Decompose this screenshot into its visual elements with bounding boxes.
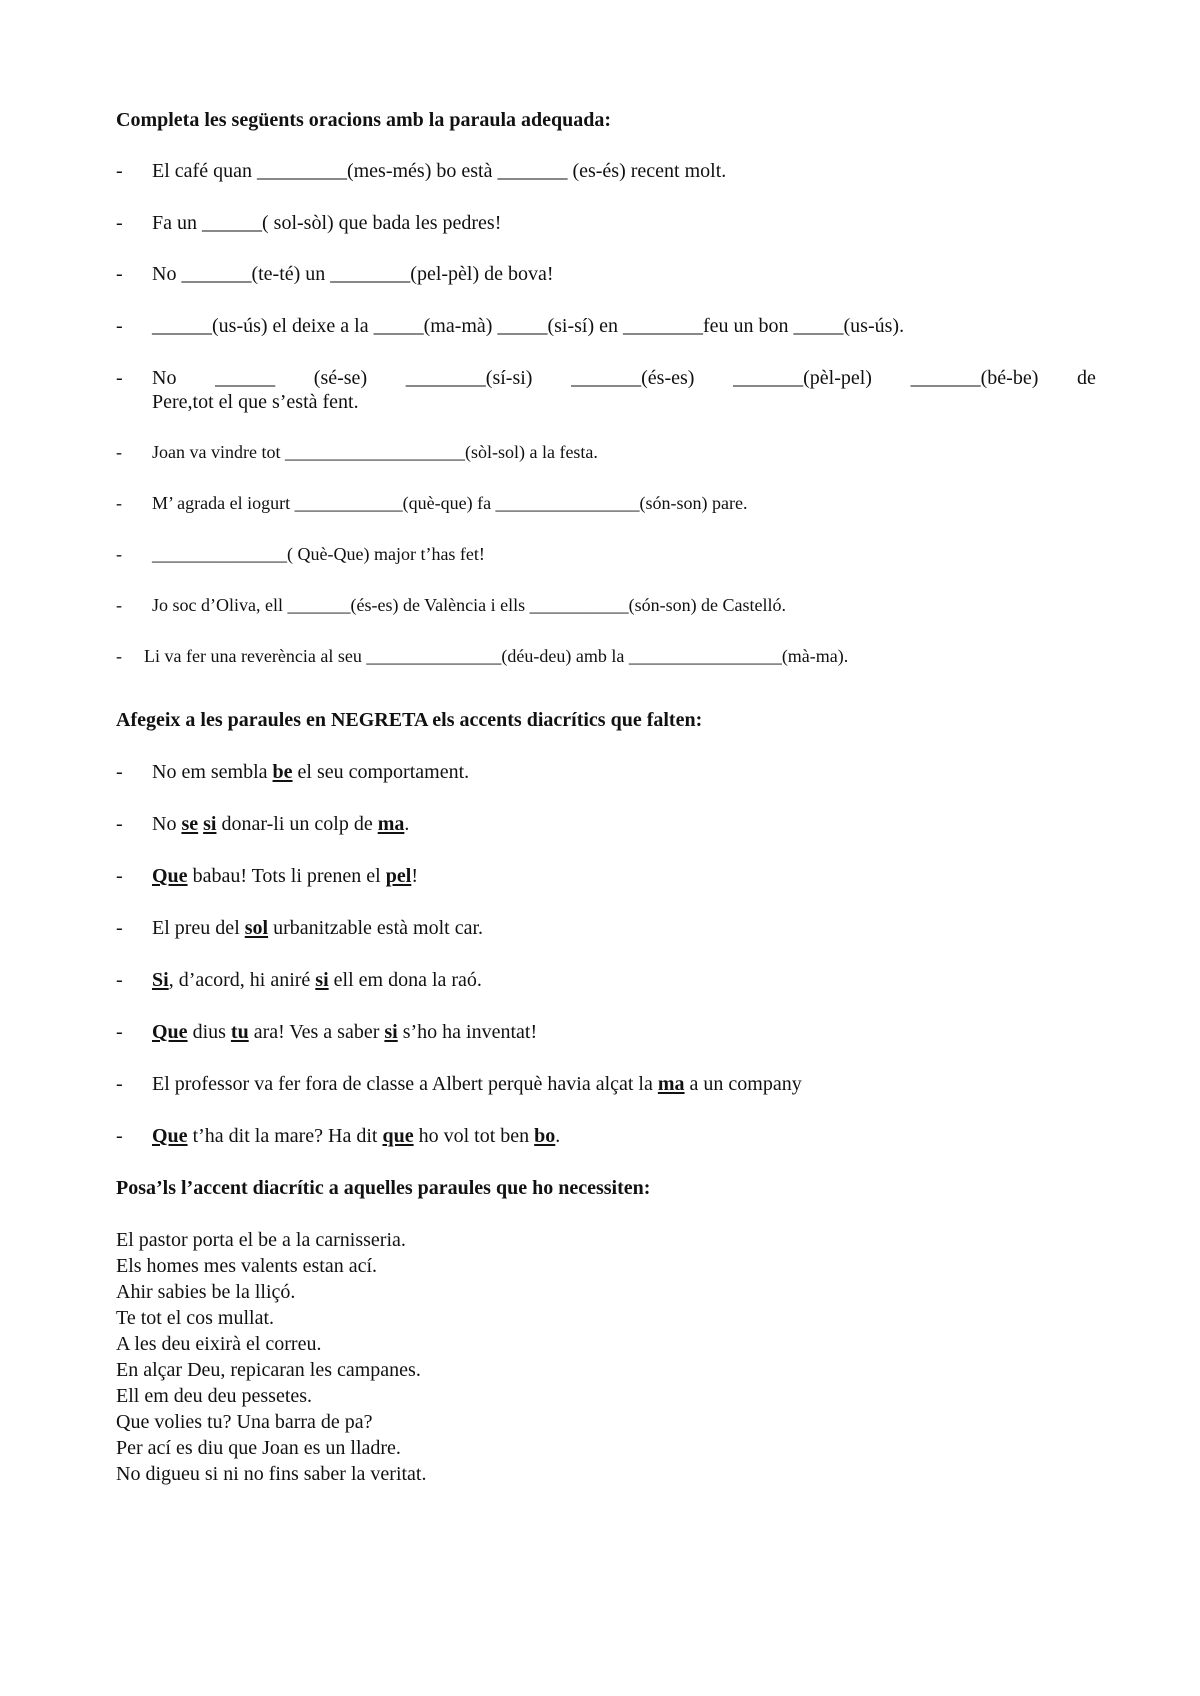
text-part: No em sembla [152,761,273,783]
bold-word: pel [385,865,412,887]
bold-word: ma [377,813,405,835]
text-part: , d’acord, hi aniré [168,969,316,991]
item-text-line2: Pere,tot el que s’està fent. [152,391,359,413]
dash: - [116,813,123,835]
blank: _______(bé-be) [910,367,1039,389]
item-text: ______(us-ús) el deixe a la _____(ma-mà) _____(si-sí) en ________feu un bon _____(us-ús). [152,315,905,337]
sentence-line: A les deu eixirà el correu. [116,1333,322,1355]
item-text [152,1072,1096,1096]
dash: - [116,761,123,783]
text-part: el seu comportament. [292,761,470,783]
item-text: No _______(te-té) un ________(pel-pèl) de bova! [152,263,554,285]
bold-word: tu [230,1021,249,1043]
item-text [152,812,1096,836]
dash: - [116,367,123,389]
text-part: a un company [684,1073,802,1095]
section2-heading: Afegeix a les paraules en NEGRETA els accents diacrítics que falten: [116,709,703,731]
text-part: t’ha dit la mare? Ha dit [187,1125,383,1147]
blank: _______(pèl-pel) [733,367,872,389]
sentence-line: Te tot el cos mullat. [116,1307,275,1329]
word: de [1077,367,1096,389]
blank: ________(sí-si) [405,367,533,389]
dash: - [116,865,123,887]
dash: - [116,212,123,234]
sentence-line: Per ací es diu que Joan es un lladre. [116,1437,401,1459]
dash: - [116,493,122,513]
sentence-line: Els homes mes valents estan ací. [116,1255,378,1277]
text-part: . [404,813,410,835]
text-part: El preu del [152,917,245,939]
item-text: Jo soc d’Oliva, ell _______(és-es) de València i ells ___________(són-son) de Castelló. [152,595,787,615]
item-text [152,1020,1096,1044]
justified-line [152,366,1096,390]
sentence-line: El pastor porta el be a la carnisseria. [116,1229,406,1251]
section1-heading: Completa les següents oracions amb la paraula adequada: [116,109,612,131]
dash: - [116,1073,123,1095]
text-part: No [152,813,182,835]
item-text [152,366,1096,414]
dash: - [116,969,123,991]
text-part: ara! Ves a saber [248,1021,385,1043]
word: No [152,367,177,389]
text-part: . [555,1125,561,1147]
bold-word: Si [152,969,169,991]
sentence-line: Ahir sabies be la lliçó. [116,1281,296,1303]
sentence-line: Ell em deu deu pessetes. [116,1385,313,1407]
text-part: donar-li un colp de [216,813,378,835]
word: (sé-se) [313,367,368,389]
exercise1-item [116,366,1096,420]
item-text: Fa un ______( sol-sòl) que bada les pedres! [152,212,502,234]
item-text: El café quan _________(mes-més) bo està _______ (es-és) recent molt. [152,160,727,182]
text-part: urbanitzable està molt car. [268,917,484,939]
item-text: M’ agrada el iogurt ____________(què-que) fa ________________(són-son) pare. [152,493,748,513]
section3-heading: Posa’ls l’accent diacrític a aquelles paraules que ho necessiten: [116,1177,651,1199]
bold-word: Que [152,1021,188,1043]
item-text [152,760,1096,784]
sentence-line: No digueu si ni no fins saber la veritat. [116,1463,427,1485]
text-part: babau! Tots li prenen el [187,865,386,887]
text-part: s’ho ha inventat! [397,1021,538,1043]
dash: - [116,442,122,462]
item-text: _______________( Què-Que) major t’has fet! [152,544,485,564]
dash: - [116,1125,123,1147]
dash: - [116,1021,123,1043]
item-text: Li va fer una reverència al seu _______________(déu-deu) amb la _________________(mà-ma). [144,646,849,666]
bold-word: si [384,1021,398,1043]
item-text [152,1124,1096,1148]
dash: - [116,544,122,564]
sentence-line: Que volies tu? Una barra de pa? [116,1411,373,1433]
dash: - [116,595,122,615]
item-text: Joan va vindre tot ____________________(sòl-sol) a la festa. [152,442,598,462]
bold-word: Que [152,865,188,887]
dash: - [116,646,122,666]
bold-word: ma [657,1073,685,1095]
bold-word: Que [152,1125,188,1147]
item-text [152,864,1096,888]
bold-word: sol [244,917,269,939]
item-text [152,968,1096,992]
sentence-line: En alçar Deu, repicaran les campanes. [116,1359,421,1381]
text-part: El professor va fer fora de classe a Albert perquè havia alçat la [152,1073,658,1095]
bold-word: si [315,969,329,991]
bold-word: be [272,761,293,783]
bold-word: se [181,813,199,835]
text-part: ! [411,865,418,887]
dash: - [116,315,123,337]
item-text [152,916,1096,940]
blank: ______ [215,367,276,389]
text-part: ho vol tot ben [413,1125,535,1147]
bold-word: si [203,813,217,835]
bold-word: que [382,1125,414,1147]
text-part: ell em dona la raó. [328,969,482,991]
text-part: dius [187,1021,231,1043]
dash: - [116,917,123,939]
dash: - [116,263,123,285]
blank: _______(és-es) [571,367,695,389]
dash: - [116,160,123,182]
bold-word: bo [534,1125,556,1147]
